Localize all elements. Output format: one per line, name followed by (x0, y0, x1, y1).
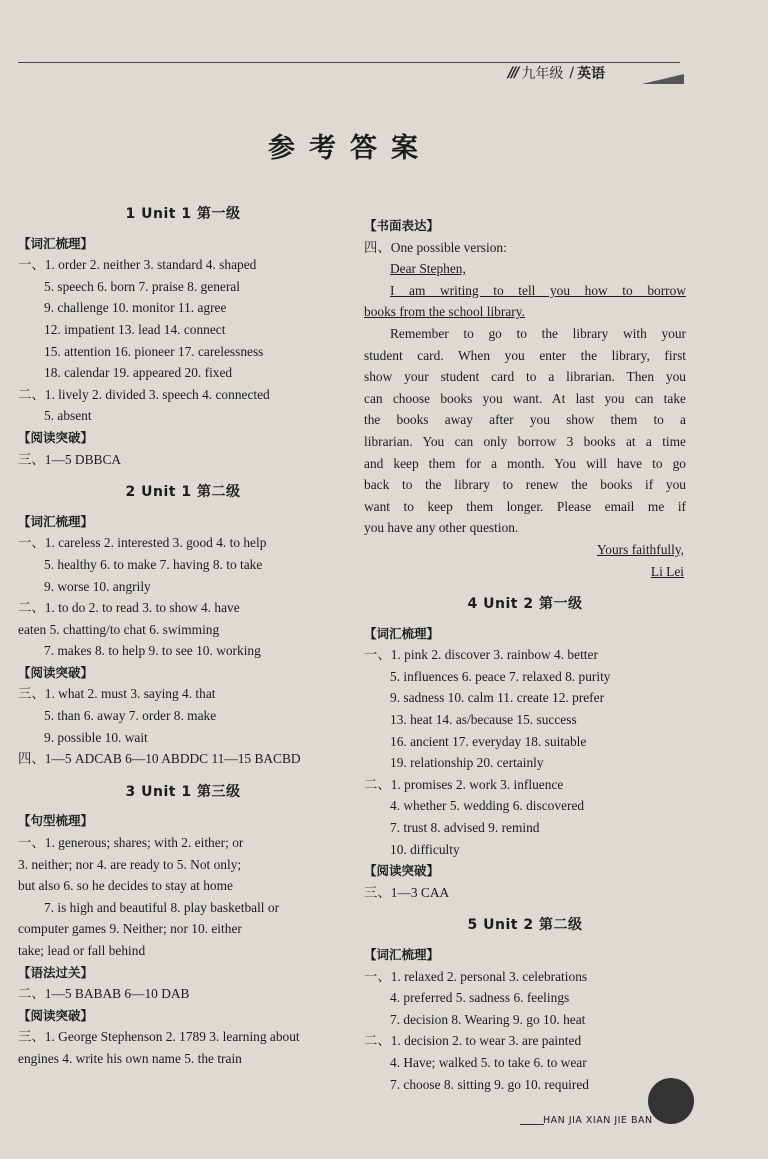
footer-brand: HAN JIA XIAN JIE BAN (543, 1115, 653, 1126)
section-heading: 4 Unit 2 第一级 (467, 596, 583, 613)
subject-label: 英语 (577, 66, 606, 82)
answer-line: 一、1. generous; shares; with 2. either; or (18, 835, 244, 851)
answer-line: 16. ancient 17. everyday 18. suitable (390, 733, 587, 749)
answer-line: 一、1. pink 2. discover 3. rainbow 4. better (364, 647, 598, 663)
letter-salutation: Dear Stephen, (390, 261, 466, 277)
letter-line: and keep them for a month. You will have to go (364, 455, 686, 471)
category-label: 【词汇梳理】 (18, 235, 94, 251)
answer-line: 9. worse 10. angrily (44, 578, 151, 594)
left-column (18, 202, 348, 1070)
answer-line: 9. challenge 10. monitor 11. agree (44, 300, 227, 316)
answer-line: computer games 9. Neither; nor 10. either (18, 921, 242, 937)
answer-line: 三、1—5 DBBCA (18, 451, 122, 467)
answer-line: 18. calendar 19. appeared 20. fixed (44, 365, 233, 381)
answer-line: 一、1. careless 2. interested 3. good 4. to help (18, 535, 267, 551)
grade-subject-tag (508, 62, 684, 84)
answer-line: 一、1. relaxed 2. personal 3. celebrations (364, 968, 588, 984)
section-heading: 3 Unit 1 第三级 (125, 783, 241, 800)
category-label: 【阅读突破】 (18, 664, 94, 680)
answer-line: 7. choose 8. sitting 9. go 10. required (390, 1076, 589, 1092)
answer-line: engines 4. write his own name 5. the train (18, 1050, 242, 1066)
category-label: 【阅读突破】 (364, 863, 440, 879)
answer-line: 4. preferred 5. sadness 6. feelings (390, 990, 570, 1006)
page-corner-badge-icon (648, 1078, 694, 1124)
answer-line: take; lead or fall behind (18, 943, 146, 958)
category-label: 【阅读突破】 (18, 1007, 94, 1023)
answer-line: 9. sadness 10. calm 11. create 12. prefer (390, 690, 605, 706)
answer-line: 三、1. what 2. must 3. saying 4. that (18, 686, 216, 702)
answer-line: 7. decision 8. Wearing 9. go 10. heat (390, 1011, 586, 1027)
slashes-mark: /// (508, 65, 518, 81)
category-label: 【词汇梳理】 (364, 625, 440, 641)
answer-line: 5. speech 6. born 7. praise 8. general (44, 278, 240, 294)
footer-arrow-icon (520, 1124, 544, 1125)
letter-signature: Yours faithfully, (596, 541, 684, 557)
answer-line: 10. difficulty (390, 841, 460, 857)
category-label: 【词汇梳理】 (364, 947, 440, 962)
answer-line: 5. healthy 6. to make 7. having 8. to take (44, 556, 263, 572)
answer-line: 二、1. to do 2. to read 3. to show 4. have (18, 600, 240, 616)
answer-line: 四、One possible version: (364, 239, 507, 255)
answer-line: 二、1. decision 2. to wear 3. are painted (364, 1033, 582, 1049)
answer-line: 四、1—5 ADCAB 6—10 ABDDC 11—15 BACBD (18, 751, 301, 767)
category-label: 【阅读突破】 (18, 429, 94, 445)
section-heading: 5 Unit 2 第二级 (467, 917, 583, 934)
letter-line: want to keep them longer. Please email me if (364, 498, 686, 514)
category-label: 【语法过关】 (18, 964, 94, 980)
answer-line: 9. possible 10. wait (44, 729, 148, 745)
answer-line: 5. influences 6. peace 7. relaxed 8. purity (390, 668, 611, 684)
answer-line: 4. Have; walked 5. to take 6. to wear (390, 1054, 587, 1070)
page-title: 参考答案 (268, 133, 432, 164)
grade-label: 九年级 (521, 66, 564, 82)
right-column (364, 215, 686, 1095)
answer-line: 12. impatient 13. lead 14. connect (44, 321, 226, 337)
letter-line: show your student card to a librarian. Then you (364, 369, 686, 385)
letter-signature: Li Lei (650, 563, 684, 579)
letter-line: books from the school library. (364, 304, 525, 320)
answer-line: 三、1—3 CAA (364, 884, 450, 900)
letter-line: you have any other question. (364, 520, 519, 536)
answer-line: 13. heat 14. as/because 15. success (390, 712, 577, 728)
answer-line: 一、1. order 2. neither 3. standard 4. shaped (18, 257, 257, 273)
category-label: 【句型梳理】 (18, 813, 94, 829)
answer-line: 二、1. promises 2. work 3. influence (364, 776, 564, 792)
answer-line: 5. absent (44, 408, 92, 424)
answer-line: 3. neither; nor 4. are ready to 5. Not only; (18, 856, 242, 872)
answer-line: but also 6. so he decides to stay at home (18, 878, 233, 894)
category-label: 【书面表达】 (364, 218, 440, 233)
answer-line: 7. trust 8. advised 9. remind (390, 820, 540, 836)
letter-line: student card. When you enter the library, first (364, 347, 686, 363)
section-heading: 1 Unit 1 第一级 (125, 206, 241, 222)
answer-line: 15. attention 16. pioneer 17. carelessness (44, 343, 264, 359)
letter-line: back to the library to renew the books if you (364, 477, 686, 493)
letter-line: librarian. You can only borrow 3 books at a time (364, 433, 686, 449)
letter-line: the books away after you show them to a (364, 412, 686, 428)
answer-line: 三、1. George Stephenson 2. 1789 3. learning about (18, 1029, 300, 1045)
answer-line: 19. relationship 20. certainly (390, 755, 544, 771)
letter-line: I am writing to tell you how to borrow (390, 282, 686, 298)
answer-line: eaten 5. chatting/to chat 6. swimming (18, 621, 220, 637)
separator: / (569, 65, 575, 81)
answer-line: 二、1—5 BABAB 6—10 DAB (18, 986, 190, 1002)
answer-line: 7. makes 8. to help 9. to see 10. working (44, 643, 261, 659)
corner-wedge-icon (642, 62, 684, 84)
answer-line: 二、1. lively 2. divided 3. speech 4. connected (18, 386, 270, 402)
letter-line: can choose books you want. At last you can take (364, 390, 686, 406)
answer-line: 7. is high and beautiful 8. play basketball or (44, 899, 280, 915)
category-label: 【词汇梳理】 (18, 513, 94, 529)
section-heading: 2 Unit 1 第二级 (125, 484, 241, 501)
letter-line: Remember to go to the library with your (390, 325, 686, 341)
answer-line: 4. whether 5. wedding 6. discovered (390, 798, 585, 814)
answer-line: 5. than 6. away 7. order 8. make (44, 708, 217, 724)
